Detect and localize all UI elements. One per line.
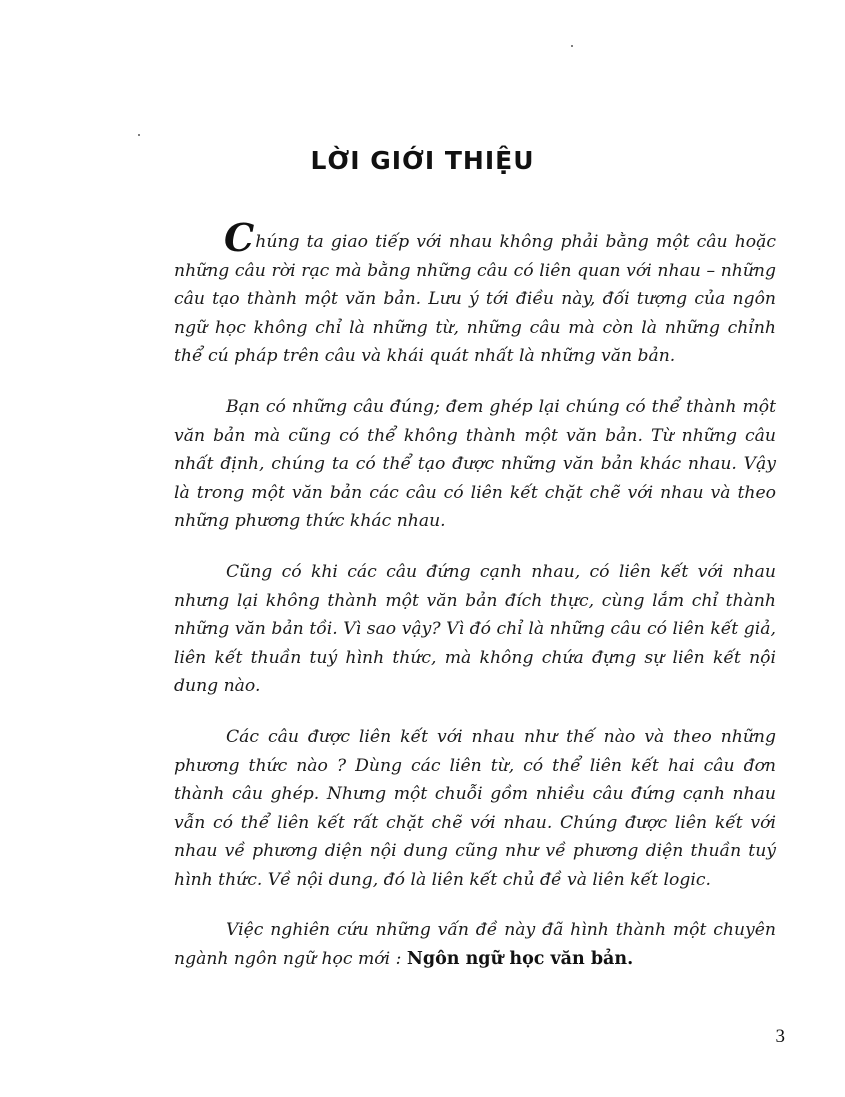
page-title: LỜI GIỚI THIỆU <box>310 146 535 175</box>
paragraph-1 <box>174 215 776 371</box>
paragraph-text: Việc nghiên cứu những vấn đề này đã hình thành một chuyên ngành ngôn ngữ học mới : <box>174 920 776 970</box>
paragraph-text: Bạn có những câu đúng; đem ghép lại chúng có thể thành một văn bản mà cũng có thể không thành một văn bản. Từ những câu nhất định, chúng ta có thể tạo được những văn bản khác nhau. Vậy là trong một văn bản các câu có liên kết chặt chẽ với nhau và theo những phương thức khác nhau. <box>174 396 776 532</box>
page-number: 3 <box>775 1026 785 1047</box>
paragraph-2 <box>174 393 776 536</box>
drop-cap: C <box>224 215 255 260</box>
paragraph-text: húng ta giao tiếp với nhau không phải bằng một câu hoặc những câu rời rạc mà bằng những câu có liên quan với nhau – những câu tạo thành một văn bản. Lưu ý tới điều này, đối tượng của ngôn ngữ học không chỉ là những từ, những câu mà còn là những chỉnh thể cú pháp trên câu và khái quát nhất là những văn bản. <box>174 232 776 367</box>
introduction-body <box>174 215 776 996</box>
paragraph-text: Cũng có khi các câu đứng cạnh nhau, có liên kết với nhau nhưng lại không thành một văn bản đích thực, cùng lắm chỉ thành những văn bản tồi. Vì sao vậy? Vì đó chỉ là những câu có liên kết giả, liên kết thuần tuý hình thức, mà không chứa đựng sự liên kết nội dung nào. <box>174 561 776 697</box>
scan-speck <box>138 134 140 136</box>
emphasized-term: Ngôn ngữ học văn bản. <box>406 949 634 970</box>
paragraph-5 <box>174 916 776 973</box>
paragraph-text: Các câu được liên kết với nhau như thế nào và theo những phương thức nào ? Dùng các liên từ, có thể liên kết hai câu đơn thành câu ghép. Nhưng một chuỗi gồm nhiều câu đứng cạnh nhau vẫn có thể liên kết rất chặt chẽ với nhau. Chúng được liên kết với nhau về phương diện nội dung cũng như về phương diện thuần tuý hình thức. Về nội dung, đó là liên kết chủ đề và liên kết logic. <box>174 726 776 890</box>
paragraph-3 <box>174 558 776 701</box>
paragraph-4 <box>174 723 776 895</box>
scan-speck <box>571 45 573 47</box>
